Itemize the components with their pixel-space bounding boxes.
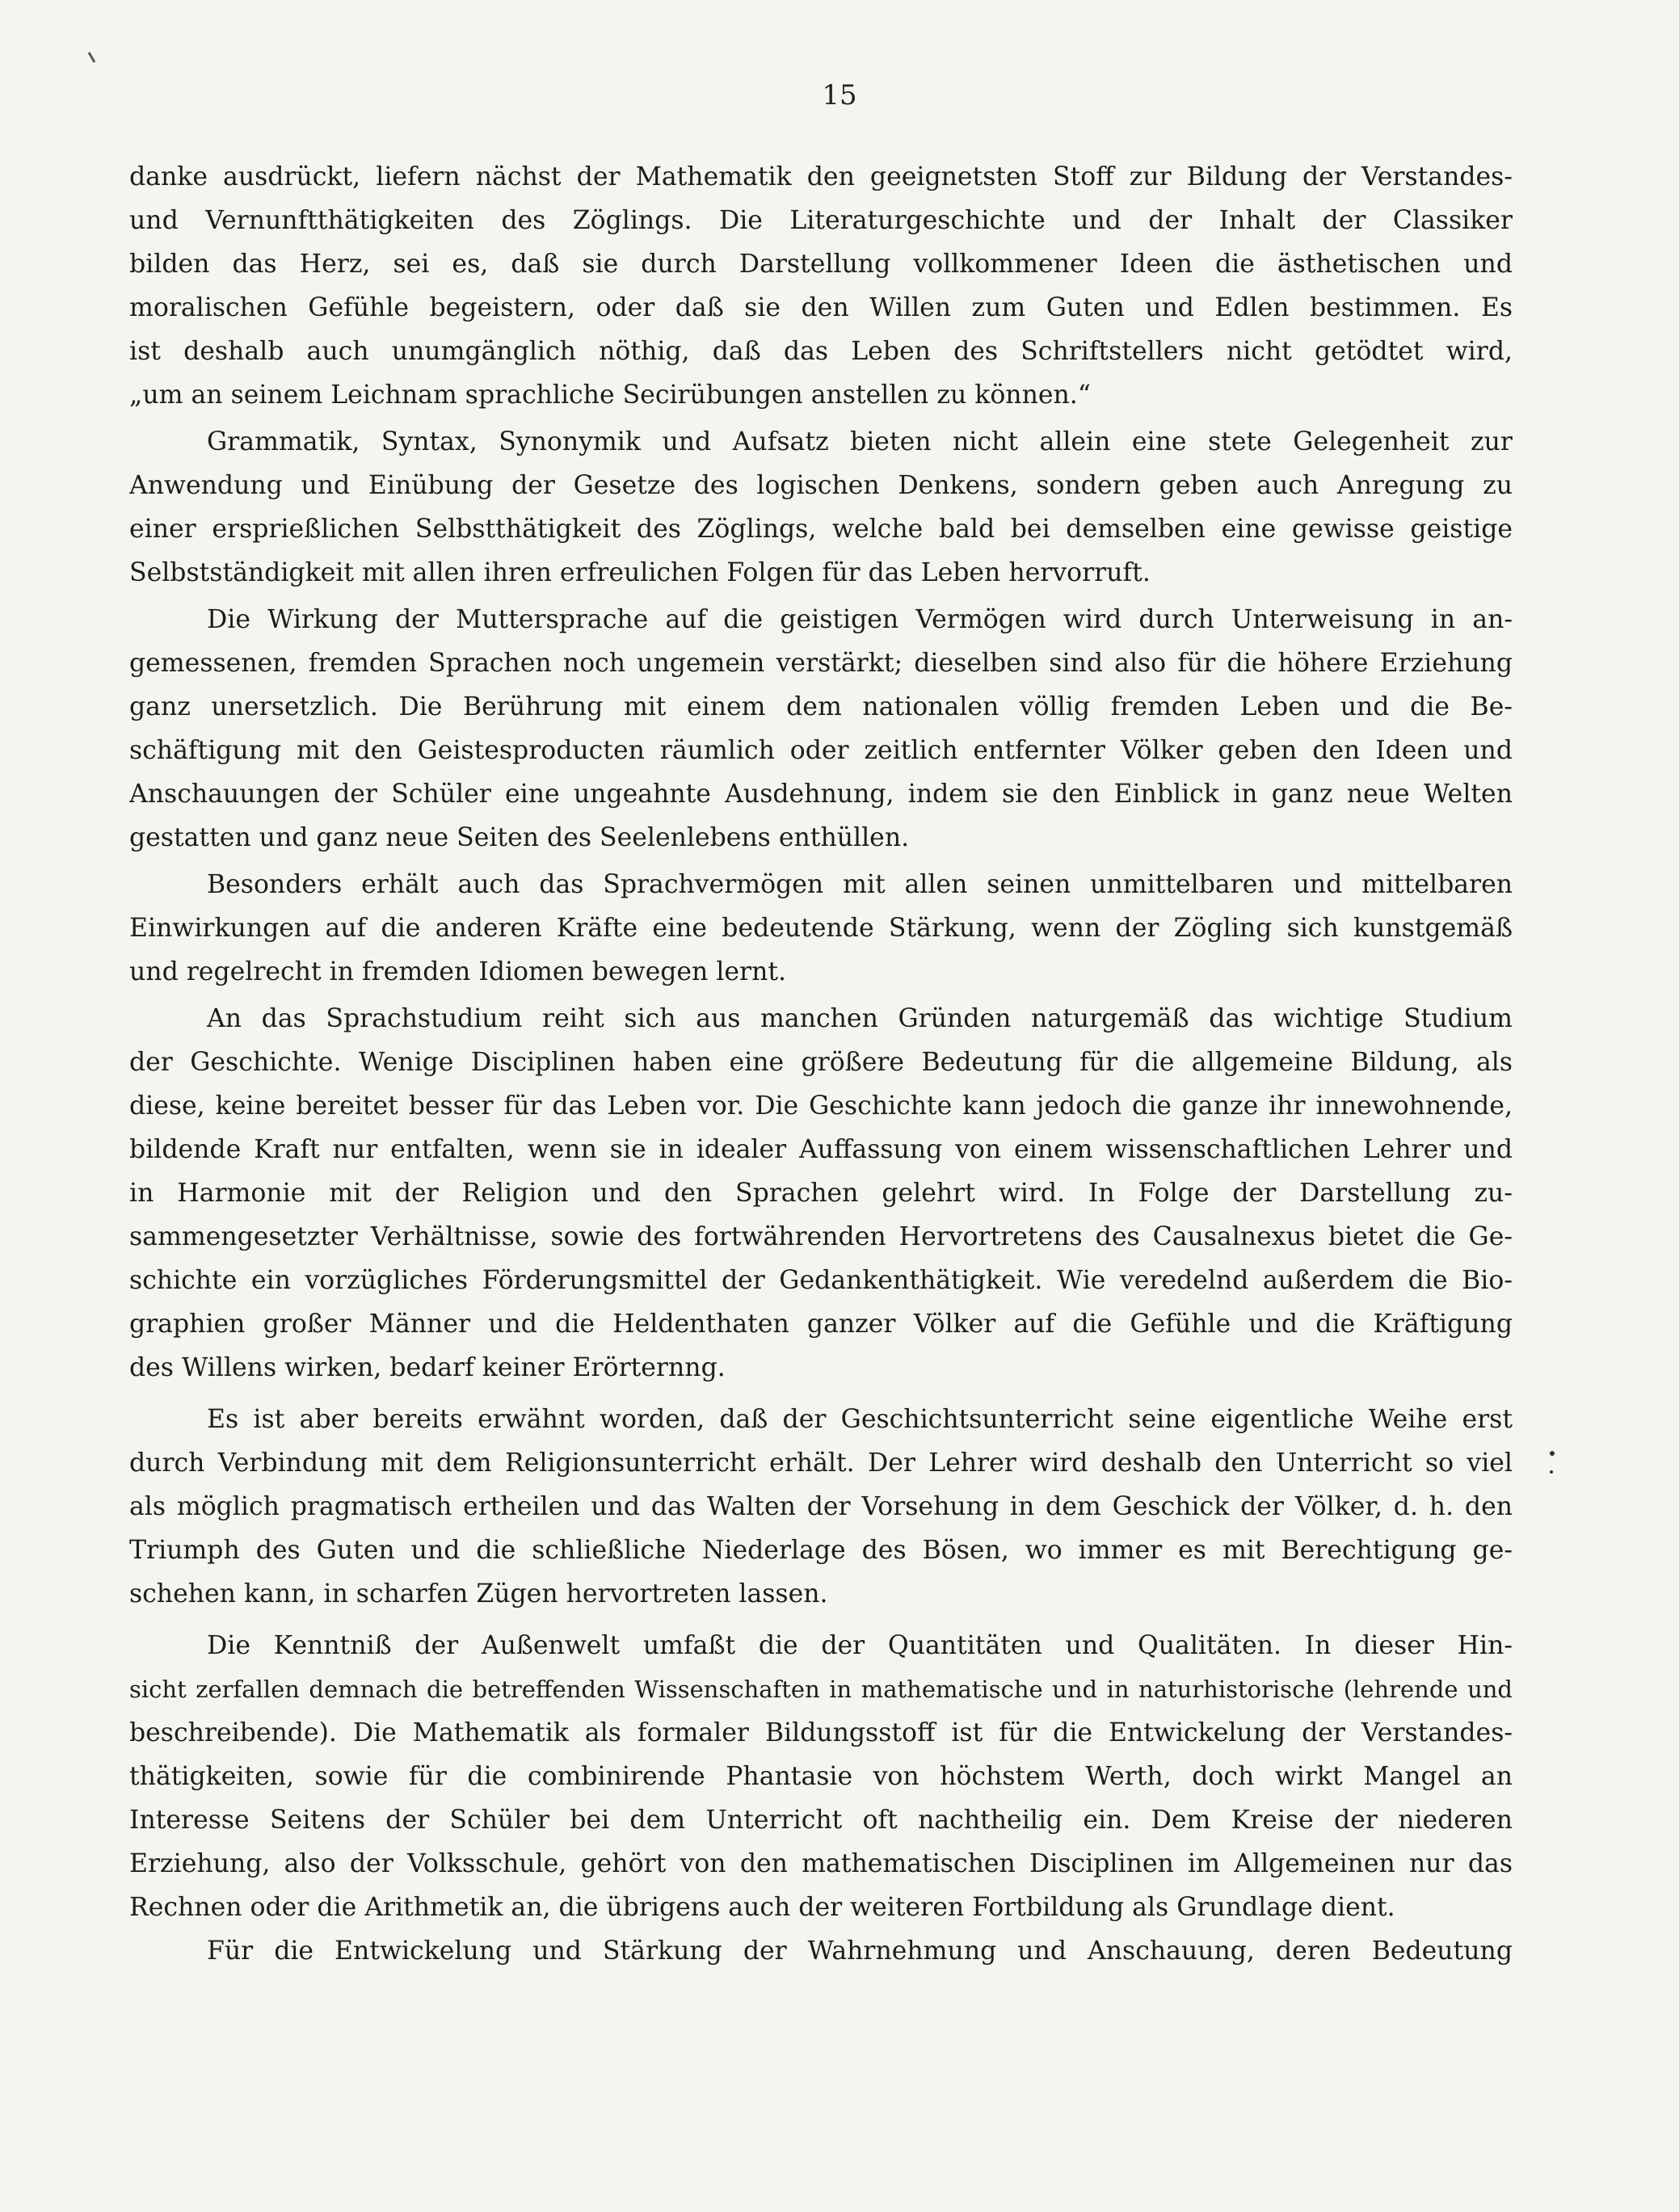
text-line: Die Kenntniß der Außenwelt umfaßt die der Quantitäten und Qualitäten. In dieser Hin- [207,1631,1513,1660]
paragraph-7 [129,1624,1513,1929]
text-line: der Geschichte. Wenige Disciplinen haben eine größere Bedeutung für die allgemeine Bildung, als [129,1048,1513,1077]
text-line: als möglich pragmatisch ertheilen und das Walten der Vorsehung in dem Geschick der Völker, d. h. den [129,1492,1513,1521]
text-line: Die Wirkung der Muttersprache auf die geistigen Vermögen wird durch Unterweisung in an- [207,605,1513,634]
paragraph-4 [129,863,1513,994]
text-line: sicht zerfallen demnach die betreffenden Wissenschaften in mathematische und in naturhistorische (lehrende und [129,1676,1513,1703]
text-line: gemessenen, fremden Sprachen noch ungemein verstärkt; dieselben sind also für die höhere Erziehung [129,649,1513,678]
text-line: Einwirkungen auf die anderen Kräfte eine bedeutende Stärkung, wenn der Zögling sich kunstgemäß [129,914,1513,943]
margin-mark [88,52,96,63]
body-text [129,155,1513,1973]
text-line: Rechnen oder die Arithmetik an, die übrigens auch der weiteren Fortbildung als Grundlage dient. [129,1893,1395,1922]
text-line: ist deshalb auch unumgänglich nöthig, daß das Leben des Schriftstellers nicht getödtet wird, [129,337,1513,366]
margin-dot [1550,1451,1555,1456]
text-line: danke ausdrückt, liefern nächst der Mathematik den geeignetsten Stoff zur Bildung der Verstandes- [129,162,1513,191]
text-line: diese, keine bereitet besser für das Leben vor. Die Geschichte kann jedoch die ganze ihr innewohnende, [129,1091,1513,1121]
paragraph-3 [129,598,1513,860]
text-line: Besonders erhält auch das Sprachvermögen mit allen seinen unmittelbaren und mittelbaren [207,870,1513,899]
text-line: bildende Kraft nur entfalten, wenn sie in idealer Auffassung von einem wissenschaftlichen Lehrer und [129,1135,1513,1164]
text-line: „um an seinem Leichnam sprachliche Secirübungen anstellen zu können.“ [129,381,1091,410]
paragraph-8 [129,1929,1513,1973]
text-line: und regelrecht in fremden Idiomen bewegen lernt. [129,957,787,986]
text-line: Anschauungen der Schüler eine ungeahnte Ausdehnung, indem sie den Einblick in ganz neue Welten [129,780,1513,809]
text-line: thätigkeiten, sowie für die combinirende Phantasie von höchstem Werth, doch wirkt Mangel an [129,1762,1513,1791]
text-line: sammengesetzter Verhältnisse, sowie des fortwährenden Hervortretens des Causalnexus bietet die Ge- [129,1222,1513,1251]
text-line: Es ist aber bereits erwähnt worden, daß der Geschichtsunterricht seine eigentliche Weihe erst [207,1405,1513,1434]
text-line: Selbstständigkeit mit allen ihren erfreulichen Folgen für das Leben hervorruft. [129,558,1151,587]
page-number: 15 [822,79,857,111]
text-line: graphien großer Männer und die Heldenthaten ganzer Völker auf die Gefühle und die Kräftigung [129,1310,1513,1339]
text-line: moralischen Gefühle begeistern, oder daß sie den Willen zum Guten und Edlen bestimmen. Es [129,293,1513,322]
text-line: in Harmonie mit der Religion und den Sprachen gelehrt wird. In Folge der Darstellung zu- [129,1179,1513,1208]
text-line: Grammatik, Syntax, Synonymik und Aufsatz bieten nicht allein eine stete Gelegenheit zur [207,427,1513,456]
text-line: durch Verbindung mit dem Religionsunterricht erhält. Der Lehrer wird deshalb den Unterricht so viel [129,1449,1513,1478]
text-line: einer ersprießlichen Selbstthätigkeit des Zöglings, welche bald bei demselben eine gewisse geistige [129,515,1513,544]
text-line: Interesse Seitens der Schüler bei dem Unterricht oft nachtheilig ein. Dem Kreise der niederen [129,1806,1513,1835]
text-line: schehen kann, in scharfen Zügen hervortreten lassen. [129,1579,828,1609]
text-line: bilden das Herz, sei es, daß sie durch Darstellung vollkommener Ideen die ästhetischen und [129,250,1513,279]
paragraph-5 [129,997,1513,1390]
text-line: An das Sprachstudium reiht sich aus manchen Gründen naturgemäß das wichtige Studium [207,1004,1513,1033]
text-line: des Willens wirken, bedarf keiner Erörternng. [129,1353,726,1382]
text-line: Erziehung, also der Volksschule, gehört von den mathematischen Disciplinen im Allgemeinen nur das [129,1849,1513,1878]
text-line: schäftigung mit den Geistesproducten räumlich oder zeitlich entfernter Völker geben den Ideen und [129,736,1513,765]
text-line: Für die Entwickelung und Stärkung der Wahrnehmung und Anschauung, deren Bedeutung [207,1937,1513,1966]
text-line: beschreibende). Die Mathematik als formaler Bildungsstoff ist für die Entwickelung der Verstandes- [129,1718,1513,1747]
paragraph-2 [129,420,1513,595]
text-line: und Vernunftthätigkeiten des Zöglings. Die Literaturgeschichte und der Inhalt der Classiker [129,206,1513,235]
text-line: schichte ein vorzügliches Förderungsmittel der Gedankenthätigkeit. Wie veredelnd außerdem die Bio- [129,1266,1513,1295]
text-line: ganz unersetzlich. Die Berührung mit einem dem nationalen völlig fremden Leben und die Be- [129,692,1513,721]
text-line: Anwendung und Einübung der Gesetze des logischen Denkens, sondern geben auch Anregung zu [129,471,1513,500]
text-line: Triumph des Guten und die schließliche Niederlage des Bösen, wo immer es mit Berechtigung ge- [129,1536,1513,1565]
paragraph-6 [129,1398,1513,1616]
margin-dot [1550,1470,1553,1474]
paragraph-1 [129,155,1513,417]
text-line: gestatten und ganz neue Seiten des Seelenlebens enthüllen. [129,823,910,852]
